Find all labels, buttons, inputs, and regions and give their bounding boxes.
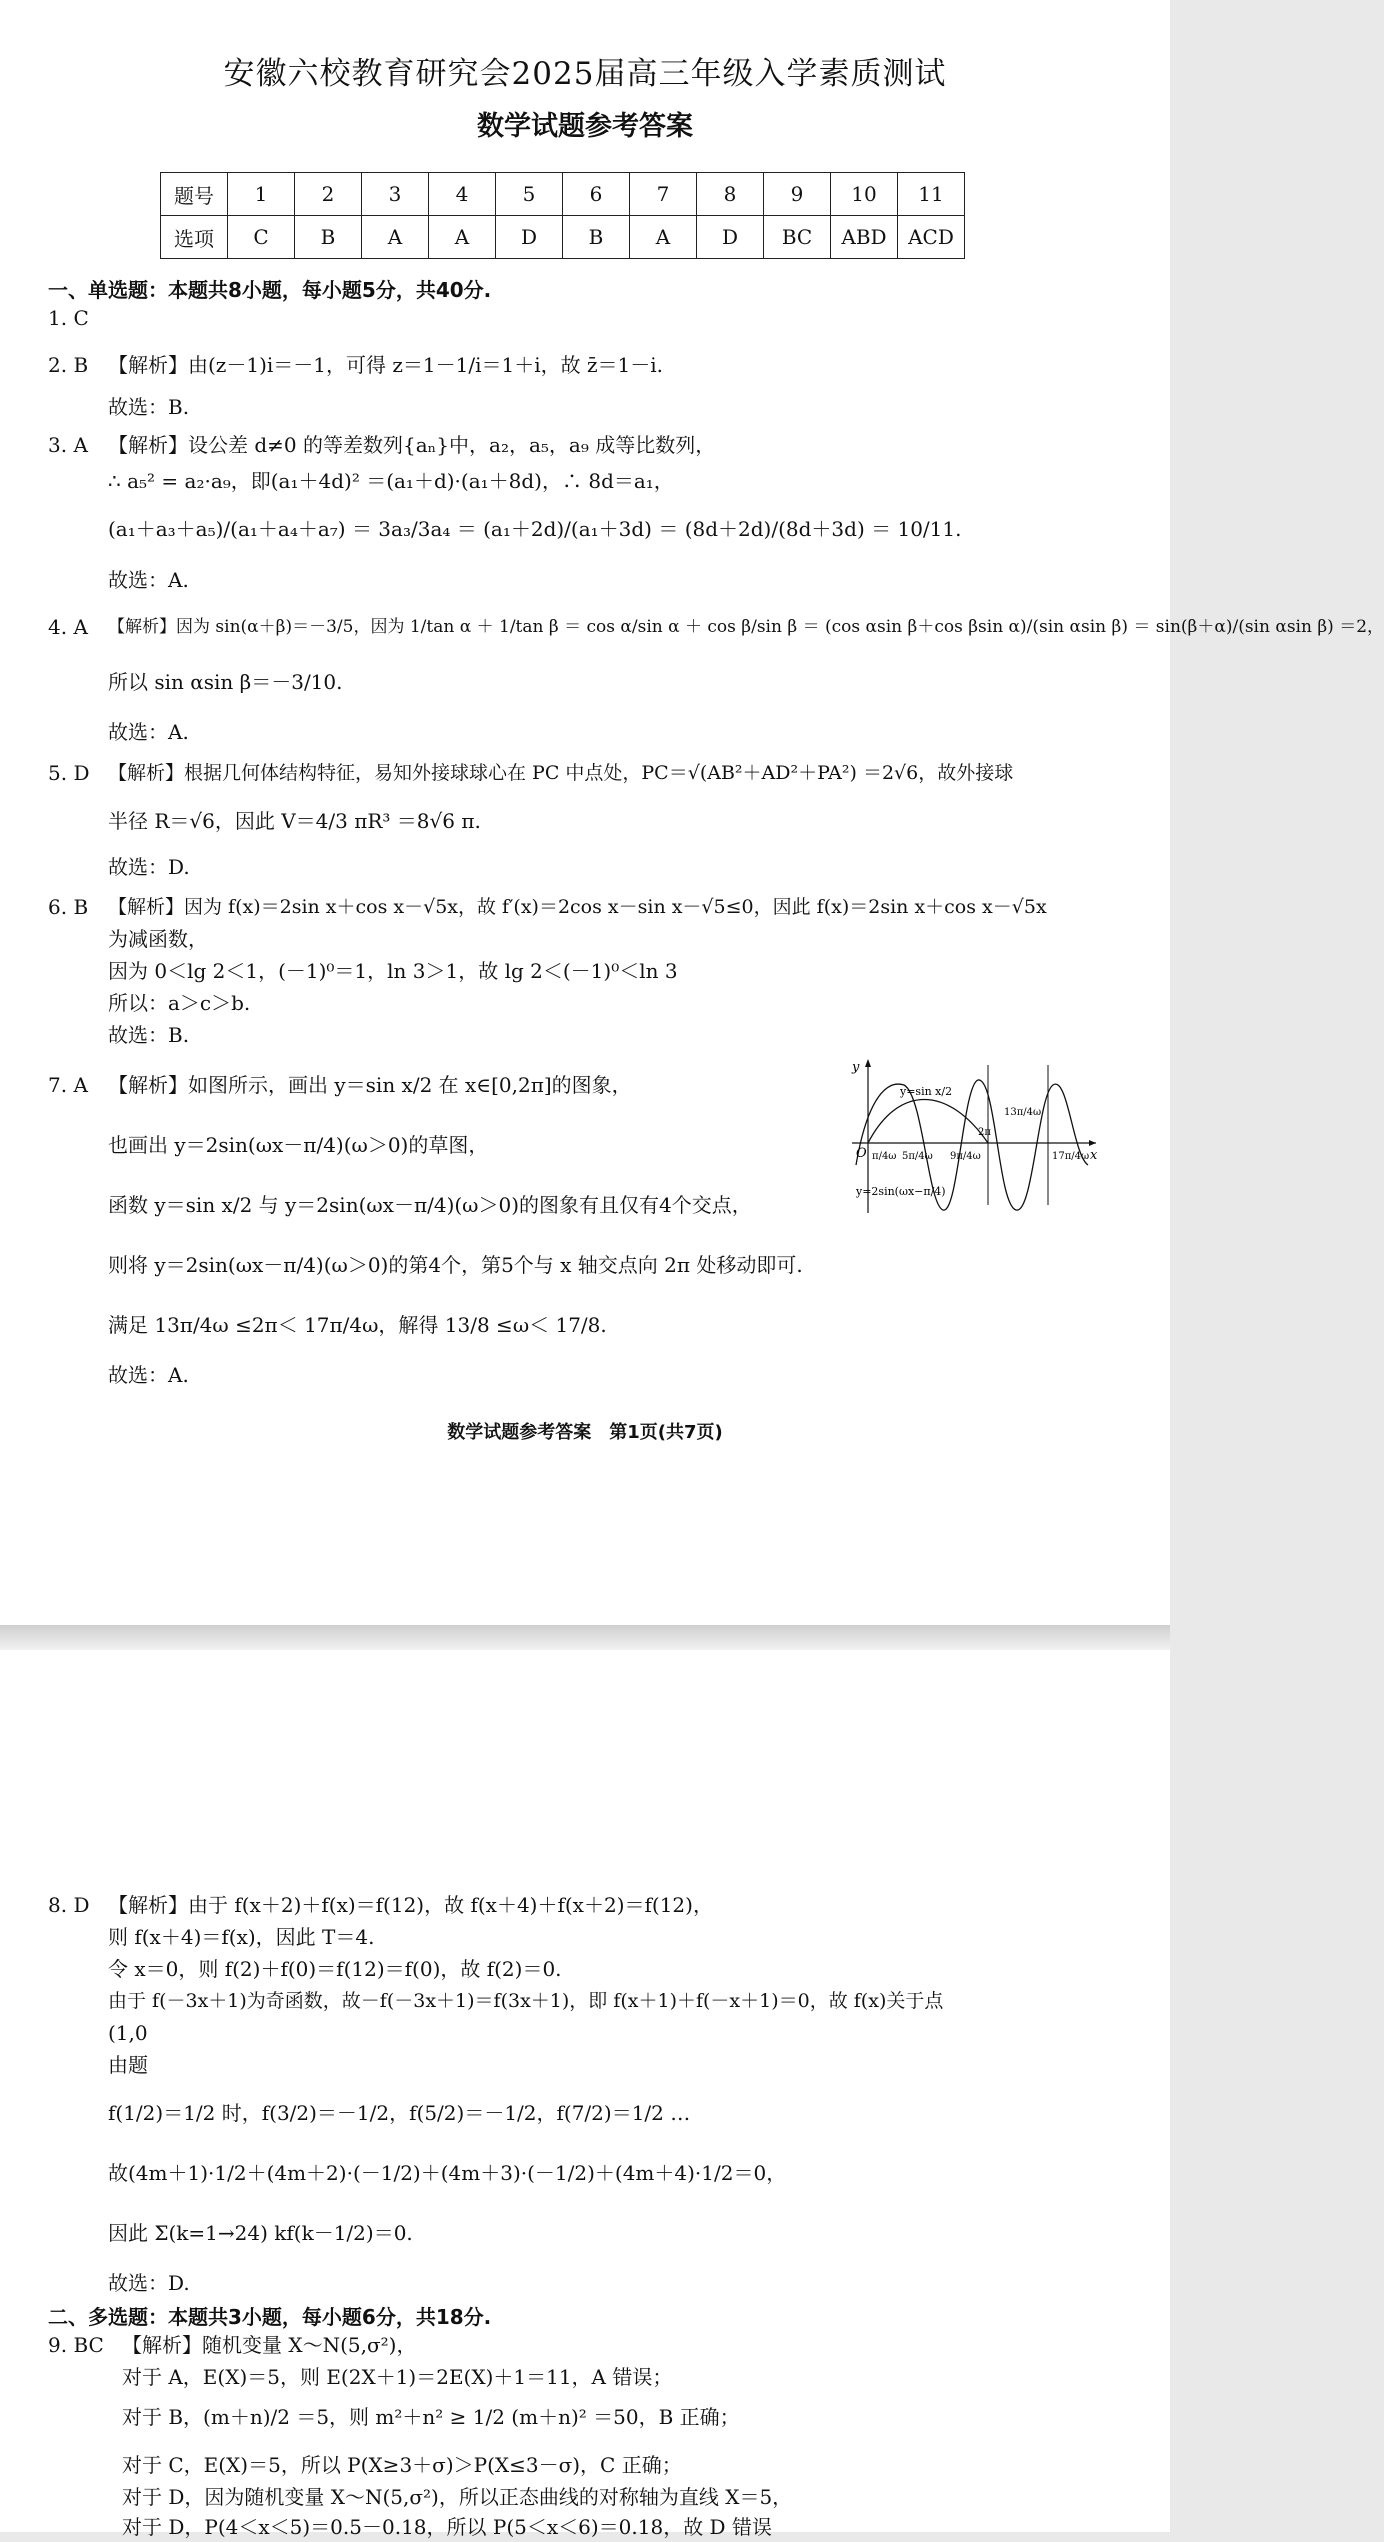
tick-label: 2π: [978, 1127, 991, 1138]
q5-line: 半径 R＝√6，因此 V＝4/3 πR³ ＝8√6 π.: [108, 809, 481, 833]
q8-line: 故选：D.: [108, 2271, 190, 2295]
q3-line: (a₁＋a₃＋a₅)/(a₁＋a₄＋a₇) ＝ 3a₃/3a₄ ＝ (a₁＋2d)/(a₁＋3d) ＝ (8d＋2d)/(8d＋3d) ＝ 10/11.: [108, 517, 962, 541]
table-cell: 1: [228, 173, 295, 216]
table-cell: A: [429, 216, 496, 259]
q2-number: 2. B: [48, 353, 89, 377]
q9-line: 对于 C，E(X)＝5，所以 P(X≥3＋σ)＞P(X≤3－σ)，C 正确；: [122, 2453, 682, 2477]
q9-number: 9. BC: [48, 2333, 104, 2357]
origin-label: O: [856, 1146, 867, 1161]
answer-q1: 1. C: [48, 306, 89, 330]
q7-line: 满足 13π/4ω ≤2π＜ 17π/4ω，解得 13/8 ≤ω＜ 17/8.: [108, 1313, 607, 1337]
table-header-cell: 题号: [161, 173, 228, 216]
section-heading-multi-choice: 二、多选题：本题共3小题，每小题6分，共18分.: [48, 2305, 492, 2329]
q7-number: 7. A: [48, 1073, 88, 1097]
answer-table-row-numbers: [161, 173, 965, 216]
q8-line: 则 f(x＋4)＝f(x)，因此 T＝4.: [108, 1925, 375, 1949]
table-cell: 2: [295, 173, 362, 216]
q4-line: 故选：A.: [108, 720, 189, 744]
curve1-label: y=sin x/2: [900, 1085, 953, 1098]
q7-line: 也画出 y＝2sin(ωx－π/4)(ω＞0)的草图，: [108, 1133, 489, 1157]
q2-line: 故选：B.: [108, 395, 190, 419]
q4-line: 所以 sin αsin β＝－3/10.: [108, 670, 343, 694]
x-axis-label: x: [1090, 1148, 1098, 1163]
q9-line: 对于 A，E(X)＝5，则 E(2X＋1)＝2E(X)＋1＝11，A 错误；: [122, 2365, 673, 2389]
q6-line: 【解析】因为 f(x)＝2sin x＋cos x－√5x，故 f′(x)＝2cos x－sin x－√5≤0，因此 f(x)＝2sin x＋cos x－√5x: [108, 896, 1047, 918]
page-separator: [0, 1625, 1170, 1650]
q7-line: 则将 y＝2sin(ωx－π/4)(ω＞0)的第4个，第5个与 x 轴交点向 2π 处移动即可.: [108, 1253, 803, 1277]
q8-line: 故(4m＋1)·1/2＋(4m＋2)·(－1/2)＋(4m＋3)·(－1/2)＋(4m＋4)·1/2＝0，: [108, 2161, 787, 2185]
q8-line: 【解析】由于 f(x＋2)＋f(x)＝f(12)，故 f(x＋4)＋f(x＋2)＝f(12)，: [108, 1893, 713, 1917]
page-footer: 数学试题参考答案 第1页(共7页): [447, 1422, 723, 1443]
q5-line: 【解析】根据几何体结构特征，易知外接球球心在 PC 中点处，PC＝√(AB²＋AD²＋PA²) ＝2√6，故外接球: [108, 762, 1014, 784]
tick-label: 9π/4ω: [950, 1151, 981, 1162]
document-title: 安徽六校教育研究会2025届高三年级入学素质测试: [223, 56, 947, 92]
q8-line: 由于 f(－3x＋1)为奇函数，故－f(－3x＋1)＝f(3x＋1)，即 f(x＋1)＋f(－x＋1)＝0，故 f(x)关于点: [108, 1990, 944, 2012]
table-header-cell: 选项: [161, 216, 228, 259]
q9-line: 【解析】随机变量 X～N(5,σ²)，: [122, 2333, 417, 2357]
q7-line: 函数 y＝sin x/2 与 y＝2sin(ωx－π/4)(ω＞0)的图象有且仅有4个交点，: [108, 1193, 752, 1217]
q8-number: 8. D: [48, 1893, 90, 1917]
tick-label: 13π/4ω: [1004, 1107, 1042, 1118]
page-2: [0, 1650, 1170, 2539]
redacted-region: [155, 2018, 595, 2076]
table-cell: 9: [764, 173, 831, 216]
q4-line: 【解析】因为 sin(α＋β)＝－3/5，因为 1/tan α ＋ 1/tan β ＝ cos α/sin α ＋ cos β/sin β ＝ (cos αsin β＋cos βsin α)/(sin αsin β) ＝ sin(β＋α)/(sin αsin β) ＝2，: [108, 617, 1384, 637]
table-cell: 4: [429, 173, 496, 216]
y-axis-arrow: [865, 1059, 871, 1067]
q9-line: 对于 D，P(4＜x＜5)＝0.5－0.18，所以 P(5＜x＜6)＝0.18，故 D 错误: [122, 2515, 772, 2539]
table-cell: 10: [831, 173, 898, 216]
table-cell: 11: [898, 173, 965, 216]
curve-sin-half-x: [868, 1100, 988, 1144]
q3-line: 【解析】设公差 d≠0 的等差数列{aₙ}中，a₂，a₅，a₉ 成等比数列，: [108, 433, 716, 457]
x-axis-arrow: [1089, 1140, 1096, 1146]
q8-line: 因此 Σ(k=1→24) kf(k－1/2)＝0.: [108, 2221, 413, 2245]
q3-line: ∴ a₅² = a₂·a₉，即(a₁＋4d)² ＝(a₁＋d)·(a₁＋8d)，∴ 8d＝a₁，: [108, 469, 674, 493]
q8-line: f(1/2)＝1/2 时，f(3/2)＝－1/2，f(5/2)＝－1/2，f(7/2)＝1/2 …: [108, 2101, 691, 2125]
answer-table: [160, 172, 965, 259]
table-cell: 8: [697, 173, 764, 216]
q8-line: 由题: [108, 2053, 148, 2077]
table-cell: D: [697, 216, 764, 259]
table-cell: 5: [496, 173, 563, 216]
tick-label: 5π/4ω: [902, 1151, 933, 1162]
q6-line: 为减函数，: [108, 927, 208, 951]
q9-line: 对于 D，因为随机变量 X～N(5,σ²)，所以正态曲线的对称轴为直线 X＝5，: [122, 2485, 793, 2509]
q9-line: 对于 B，(m＋n)/2 ＝5，则 m²＋n² ≥ 1/2 (m＋n)² ＝50，B 正确；: [122, 2405, 740, 2429]
table-cell: D: [496, 216, 563, 259]
document-subtitle: 数学试题参考答案: [477, 111, 693, 142]
table-cell: A: [630, 216, 697, 259]
table-cell: 7: [630, 173, 697, 216]
q3-line: 故选：A.: [108, 568, 189, 592]
q5-number: 5. D: [48, 761, 90, 785]
q3-number: 3. A: [48, 433, 88, 457]
table-cell: B: [295, 216, 362, 259]
q8-line: (1,0: [108, 2021, 148, 2045]
answer-table-row-answers: [161, 216, 965, 259]
table-cell: 3: [362, 173, 429, 216]
table-cell: B: [563, 216, 630, 259]
q8-line: 令 x＝0，则 f(2)＋f(0)＝f(12)＝f(0)，故 f(2)＝0.: [108, 1957, 562, 1981]
y-axis-label: y: [852, 1060, 860, 1075]
q6-line: 所以：a＞c＞b.: [108, 991, 251, 1015]
tick-label: π/4ω: [872, 1151, 897, 1162]
q2-line: 【解析】由(z－1)i＝－1，可得 z＝1－1/i＝1＋i，故 z̄＝1－i.: [108, 353, 663, 377]
q6-number: 6. B: [48, 895, 89, 919]
sine-graph-figure: [838, 1055, 1100, 1215]
table-cell: ACD: [898, 216, 965, 259]
table-cell: C: [228, 216, 295, 259]
table-cell: 6: [563, 173, 630, 216]
q7-line: 【解析】如图所示，画出 y＝sin x/2 在 x∈[0,2π]的图象，: [108, 1073, 632, 1097]
table-cell: ABD: [831, 216, 898, 259]
q7-line: 故选：A.: [108, 1363, 189, 1387]
tick-label: 17π/4ω: [1052, 1151, 1090, 1162]
section-heading-single-choice: 一、单选题：本题共8小题，每小题5分，共40分.: [48, 278, 492, 302]
q6-line: 因为 0＜lg 2＜1，(－1)⁰＝1，ln 3＞1，故 lg 2＜(－1)⁰＜ln 3: [108, 959, 678, 983]
q6-line: 故选：B.: [108, 1023, 190, 1047]
table-cell: A: [362, 216, 429, 259]
curve2-label: y=2sin(ωx−π/4): [856, 1185, 946, 1198]
table-cell: BC: [764, 216, 831, 259]
q4-number: 4. A: [48, 615, 88, 639]
q5-line: 故选：D.: [108, 855, 190, 879]
